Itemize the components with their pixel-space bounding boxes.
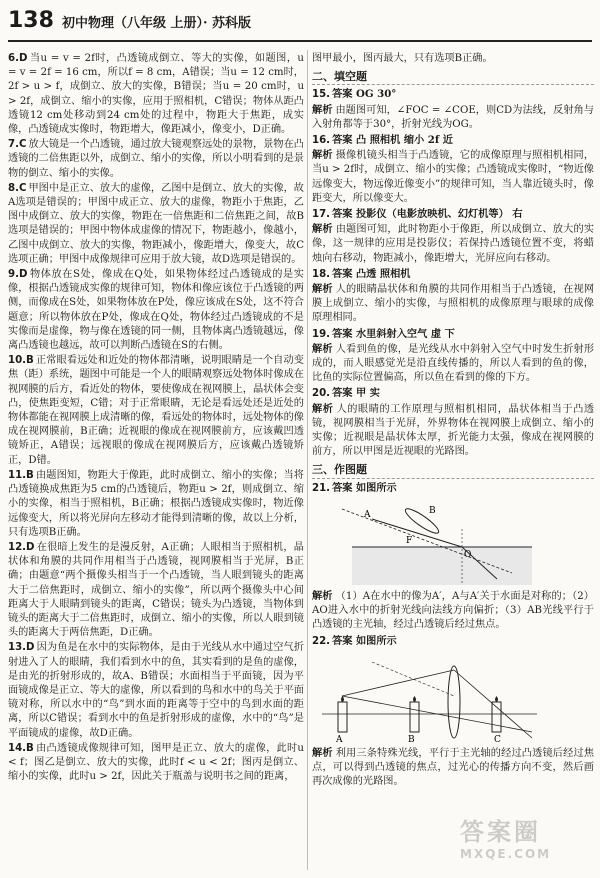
explanation xyxy=(312,283,594,326)
explanation-text: 由题图可知，此时物距小于像距，所以成倒立、放大的实像，这一规律的应用是投影仪；若保持凸透镜位置不变，将蜡烛向右移动，物距减小，像距增大，光屏应向右移动。 xyxy=(312,224,595,264)
answer-item xyxy=(8,52,304,137)
book-title: 初中物理（八年级 上册）· 苏科版 xyxy=(61,16,252,31)
explanation xyxy=(312,104,594,132)
figure xyxy=(312,652,594,744)
question-number: 20. xyxy=(312,388,331,400)
answer-line xyxy=(312,386,594,401)
figure-21-diagram xyxy=(312,499,542,587)
answer-item xyxy=(8,268,304,353)
answer-line xyxy=(312,133,594,148)
explanation xyxy=(312,223,594,266)
answer-item xyxy=(8,742,304,785)
explanation xyxy=(312,343,594,386)
explanation-tag: 解析 xyxy=(312,150,333,162)
explanation-tag: 解析 xyxy=(312,403,334,415)
explanation-tag: 解析 xyxy=(312,104,333,116)
answer-text: 物体放在S处，像成在Q处，如果物体经过凸透镜成的是实像，根据凸透镜成实像的规律可知，物体和像应该位于凸透镜的两侧，而像成在S处，如果物体放在P处，像应该成在S处，这不符合题意；所以物体放在P处，像成在Q处，物体经过凸透镜成的不是实像而是虚像，物与像在透镜的同一侧，且物体离凸透镜越远，像离凸透镜也越远，故可以判断凸透镜在S的右侧。 xyxy=(8,269,304,352)
answer-item xyxy=(8,469,304,540)
continued-text: 图甲最小，图丙最大，只有选项B正确。 xyxy=(312,53,493,64)
question-number: 11.B xyxy=(8,469,34,481)
answer-item xyxy=(8,354,304,468)
svg-text:F: F xyxy=(406,535,413,546)
explanation xyxy=(312,403,594,460)
question-number: 12.D xyxy=(8,541,35,553)
question-number: 21. xyxy=(312,482,331,494)
section-heading: 二、填空题 xyxy=(312,70,594,85)
svg-text:A: A xyxy=(364,509,371,520)
question-number: 6.D xyxy=(8,53,28,64)
section-heading: 三、作图题 xyxy=(312,463,594,478)
watermark-logo: 答案圈 MXQE.COM xyxy=(460,818,552,861)
explanation-text: 人的眼睛晶状体和角膜的共同作用相当于凸透镜，在视网膜上成倒立、缩小的实像，与照相机的成像原理与眼球的成像原理相同。 xyxy=(312,284,595,324)
question-number: 19. xyxy=(312,328,331,340)
answer-item xyxy=(8,138,304,181)
answer-value: 答案 如图所示 xyxy=(332,634,397,647)
answer-line xyxy=(312,267,594,282)
answer-value: 答案 如图所示 xyxy=(332,481,397,494)
question-number: 14.B xyxy=(8,742,34,754)
explanation-text: 利用三条特殊光线，平行于主光轴的经过凸透镜后经过焦点，可以得到凸透镜的焦点，过光心的传播方向不变，然后画再次成像的光路图。 xyxy=(312,747,595,788)
answer-value: 答案 甲 实 xyxy=(332,387,380,400)
figure-22-diagram xyxy=(312,652,542,744)
page-header xyxy=(8,8,592,38)
svg-text:C: C xyxy=(494,734,501,744)
right-column xyxy=(312,52,594,790)
question-number: 7.C xyxy=(8,139,27,151)
question-number: 10.B xyxy=(8,355,34,367)
explanation-text: 人的眼睛的工作原理与照相机相同，晶状体相当于凸透镜，视网膜相当于光屏，外界物体在视网膜上成倒立、缩小的实像；近视眼是晶状体太厚，折光能力太强，像成在视网膜的前方，所以甲图是近视眼的光路图。 xyxy=(312,403,595,458)
question-number: 17. xyxy=(312,209,331,221)
explanation-tag: 解析 xyxy=(312,284,333,296)
answer-value: 答案 凸透 照相机 xyxy=(332,267,411,280)
question-number: 16. xyxy=(312,135,331,147)
answer-value: 答案 投影仪（电影放映机、幻灯机等） 右 xyxy=(332,208,523,221)
explanation-tag: 解析 xyxy=(312,224,333,236)
explanation xyxy=(312,590,594,633)
explanation-text: 由题图可知，∠FOC = ∠COE，则CD为法线，反射角与入射角都等于30°，折射光线为OG。 xyxy=(312,104,594,130)
answer-text: 因为鱼是在水中的实际物体，是由于光线从水中通过空气折射进入了人的眼睛，我们看到水中的鱼，其实看到的是鱼的虚像，是由光的折射形成的，故A、B错误；水面相当于平面镜，因为平面镜成像是正立、等大的虚像，所以看到的鸟和水中的鸟关于平面镜对称，所以水中的“鸟”到水面的距离等于空中的鸟到水面的距离，所以C错误；看到水中的鱼是折射形成的虚像，水中的“鸟”是平面镜成的虚像，故D正确。 xyxy=(8,642,304,739)
answer-value: 答案 水里斜射入空气 虚 下 xyxy=(332,327,455,340)
answer-line xyxy=(312,327,594,342)
answer-text: 由凸透镜成像规律可知，图甲是正立、放大的虚像，此时u < f；图乙是倒立、放大的实像，此时f < u < 2f；图丙是倒立、缩小的实像，此时u > 2f，因此关于瓶盖与说明书之间的距离， xyxy=(8,742,304,783)
answer-item xyxy=(8,641,304,740)
answer-item xyxy=(8,541,304,640)
question-number: 13.D xyxy=(8,642,35,654)
answer-text: 正常眼看远处和近处的物体都清晰，说明眼睛是一个自动变焦（距）系统，题图中可能是一个人的眼睛观察远处物体时像成在视网膜的后方，看近处的物体，要使像成在视网膜上，晶状体会变凸，使焦距变短，C错；对于正常眼睛，无论是看远处还是近处的物体都能在视网膜上成清晰的像，看远处的物体时，远处物体的像成在视网膜前，B正确；近视眼的像成在视网膜前方，应该戴凹透镜矫正，A错误；远视眼的像成在视网膜后方，应该戴凸透镜矫正，D错。 xyxy=(8,355,304,466)
answer-text: 放大镜是一个凸透镜，通过放大镜观察远处的景物，景物在凸透镜的二倍焦距以外，成倒立、缩小的实像，所以小明看到的是景物的倒立、缩小的实像。 xyxy=(8,139,304,179)
figure xyxy=(312,499,594,587)
explanation xyxy=(312,747,594,790)
answer-line xyxy=(312,207,594,222)
explanation-text: 摄像机镜头相当于凸透镜，它的成像原理与照相机相同，当u > 2f时，成倒立、缩小的实像；凸透镜成实像时，“物近像远像变大，物远像近像变小”的规律可知，当人靠近镜头时，像距变大，所以像变大。 xyxy=(312,150,595,204)
svg-text:B: B xyxy=(408,734,415,744)
answer-text: 甲图中是正立、放大的虚像，乙图中是倒立、放大的实像，故A选项是错误的；甲图中成正立、放大的虚像，物距小于焦距，乙图中成倒立、放大的实像，物距在一倍焦距和二倍焦距之间，故B选项是错误的；甲图中物体成虚像的情况下，物距越小，像越小，乙图中成倒立、放大的实像，物距减小，像距增大，像变大，故C选项正确；甲图中成像规律可应用于放大镜，故D选项是错误的。 xyxy=(8,182,304,265)
question-number: 15. xyxy=(312,89,331,101)
column-divider xyxy=(307,50,308,870)
answer-value: 答案 OG 30° xyxy=(332,88,397,101)
question-number: 22. xyxy=(312,635,331,647)
header-rule xyxy=(8,40,592,42)
explanation-text: （1）A在水中的像为A′，A与A′关于水面是对称的；（2）AO进入水中的折射光线向法线方向偏折；（3）AB光线平行于凸透镜的主光轴，经过凸透镜后经过焦点。 xyxy=(312,590,594,631)
answer-text: 在很暗上发生的是漫反射，A正确；人眼相当于照相机，晶状体和角膜的共同作用相当于凸透镜，视网膜相当于光屏，B正确；由题意“两个摄像头相当于一个凸透镜，当人眼到镜头的距离大于二倍焦距时，成倒立、缩小的实像”，所以两个摄像头中心间距离大于人眼睛到镜头的距离，C错误；镜头为凸透镜，当物体到镜头的距离大于二倍焦距时，成倒立、缩小的实像，所以人眼到镜头的距离大于两倍焦距，D正确。 xyxy=(8,541,304,639)
explanation-text: 人看到鱼的像，是光线从水中斜射入空气中时发生折射形成的，而人眼感觉光是沿直线传播的，所以人看到的鱼的像，比鱼的实际位置偏高，所以鱼在看到的像的下方。 xyxy=(312,343,595,384)
page-number: 138 xyxy=(8,8,54,33)
svg-text:O: O xyxy=(464,549,472,560)
left-column xyxy=(8,52,304,785)
question-number: 8.C xyxy=(8,182,27,194)
answer-line xyxy=(312,87,594,102)
question-number: 9.D xyxy=(8,269,28,281)
svg-text:B: B xyxy=(429,505,436,516)
answer-line xyxy=(312,481,594,496)
explanation xyxy=(312,149,594,206)
question-number: 18. xyxy=(312,268,331,280)
answer-line xyxy=(312,634,594,649)
answer-value: 答案 凸 照相机 缩小 2f 近 xyxy=(332,134,453,147)
answer-text: 当u = v = 2f时，凸透镜成倒立、等大的实像，如题图，u = v = 2f = 16 cm，所以f = 8 cm，A错误；当u = 12 cm时，2f > u > f，成倒立、放大的实像，B错误；当u = 20 cm时，u > 2f，成倒立、缩小的实像，应用于照相机，C错误；物体从距凸透镜12 cm处移动到24 cm处的过程中，物距大于焦距，成实像，凸透镜成实像时，物距增大，像距减小，像变小，D正确。 xyxy=(8,53,304,136)
answer-item xyxy=(8,182,304,267)
svg-text:A: A xyxy=(336,734,343,744)
explanation-tag: 解析 xyxy=(312,747,333,759)
explanation-tag: 解析 xyxy=(312,590,333,602)
explanation-tag: 解析 xyxy=(312,343,333,355)
answer-text: 由题图知，物距大于像距，此时成倒立、缩小的实像；当将凸透镜换成焦距为5 cm的凸透镜后，物距u > 2f，则成倒立、缩小的实像，相当于照相机，B正确；根据凸透镜成实像时，物近像远像变大，所以将光屏向左移动才能得到清晰的像，故以上分析，只有选项B正确。 xyxy=(8,469,304,538)
